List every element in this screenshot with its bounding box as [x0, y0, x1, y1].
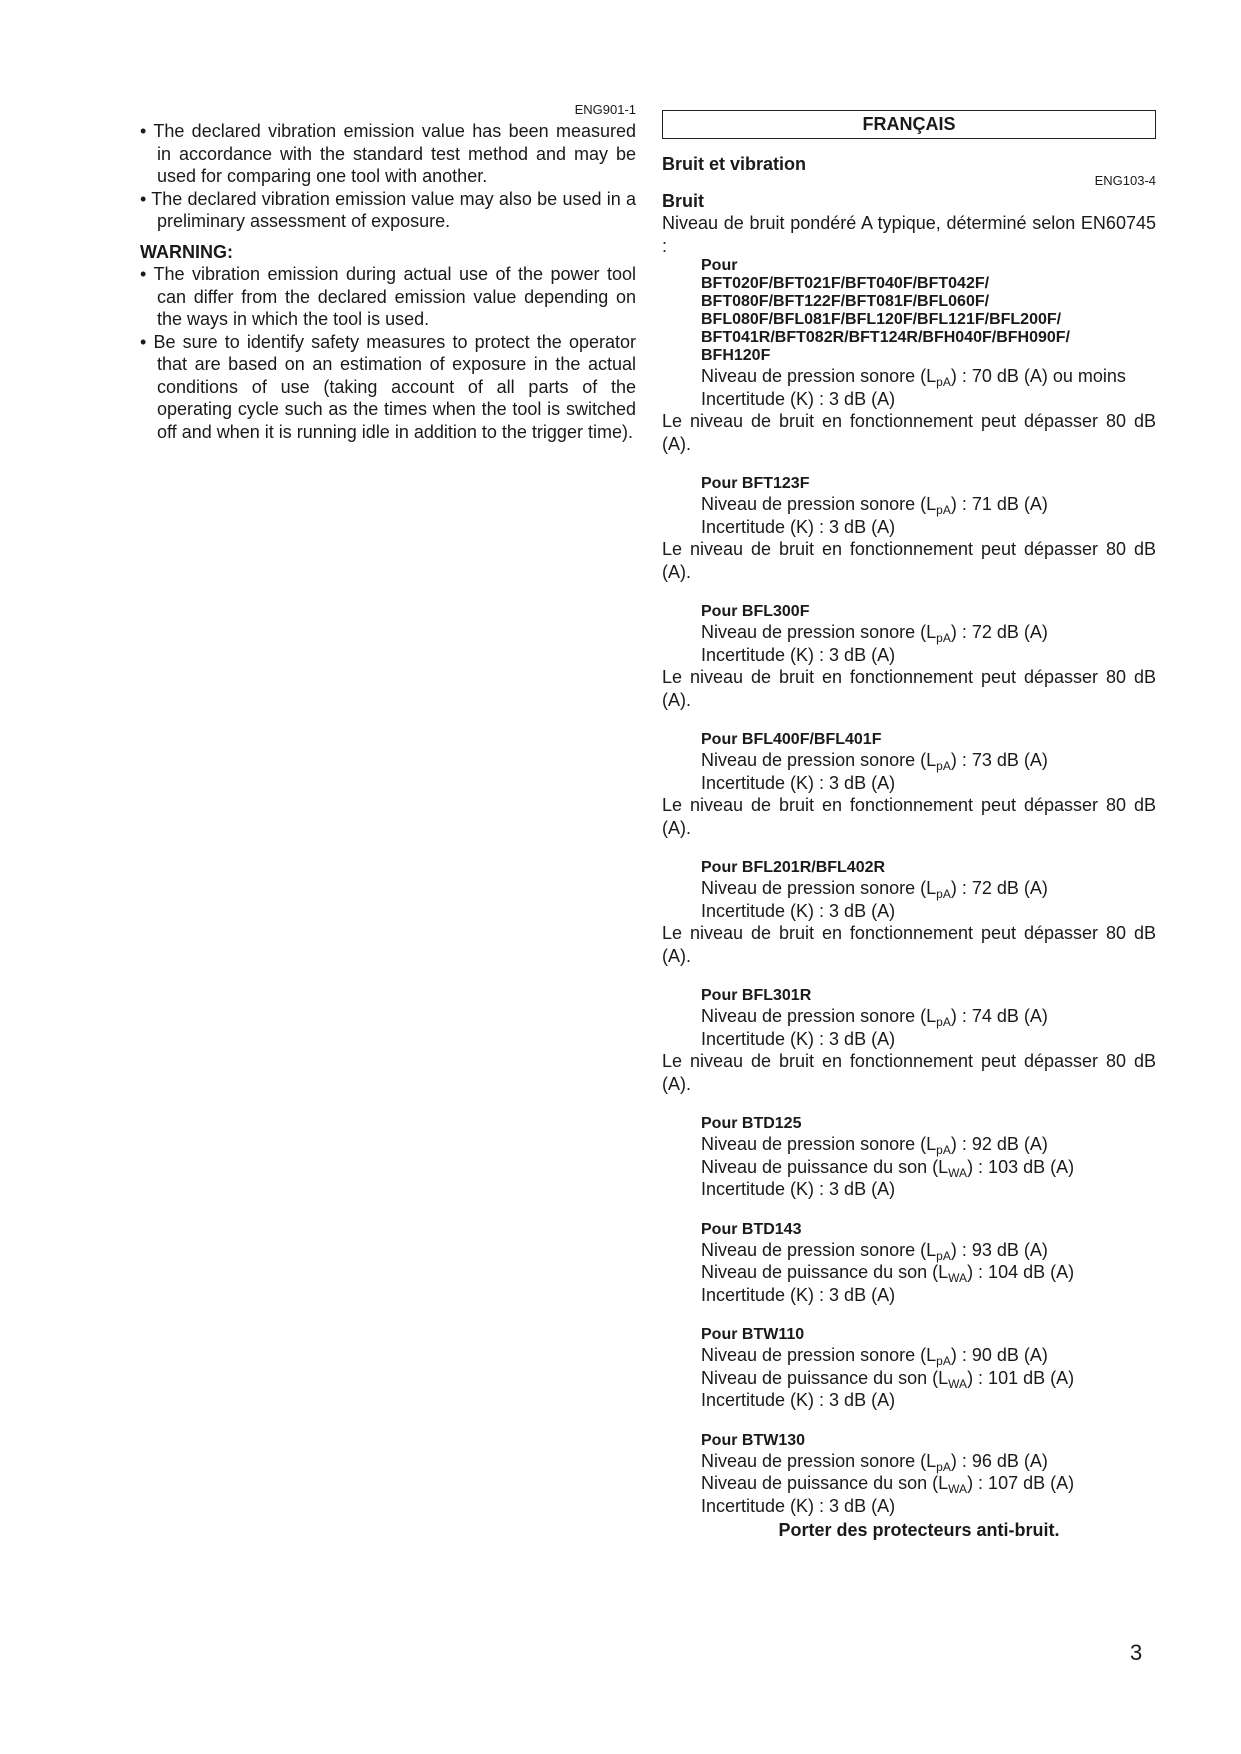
- pressure-line: Niveau de pression sonore $(L_{pA})$ : 74 dB (A): [701, 1006, 1048, 1029]
- group-title: Pour BFL400F/BFL401F: [701, 731, 882, 748]
- intro-text: Niveau de bruit pondéré A typique, déterminé selon EN60745 :: [662, 213, 1156, 256]
- power-line: Niveau de puissance du son $(L_{WA})$ : 101 dB (A): [701, 1367, 1075, 1391]
- exceed-note: Le niveau de bruit en fonctionnement peut dépasser 80 dB (A).: [662, 411, 1156, 454]
- noise-group: [662, 1115, 1156, 1201]
- noise-group: [662, 1221, 1156, 1307]
- group-title: Pour BTW110: [701, 1326, 805, 1343]
- model-line: BFT020F/BFT021F/BFT040F/BFT042F/: [701, 275, 990, 292]
- pressure-line: Niveau de pression sonore $(L_{pA})$ : 70 dB (A) ou moins: [701, 366, 1126, 389]
- section-code: ENG103-4: [1094, 172, 1156, 188]
- power-line: Niveau de puissance du son $(L_{WA})$ : 103 dB (A): [701, 1156, 1075, 1180]
- pressure-line: Niveau de pression sonore $(L_{pA})$ : 73 dB (A): [701, 750, 1048, 773]
- noise-group: [662, 1432, 1156, 1518]
- warning-heading: WARNING:: [140, 241, 233, 262]
- uncertainty-line: Incertitude (K) : 3 dB (A): [701, 1028, 896, 1049]
- bullet-item: • The declared vibration emission value has been measured in accordance with the standard test method and may be used for comparing one tool with another.: [140, 121, 636, 186]
- exceed-note: Le niveau de bruit en fonctionnement peut dépasser 80 dB (A).: [662, 795, 1156, 838]
- pressure-line: Niveau de pression sonore $(L_{pA})$ : 92 dB (A): [701, 1134, 1048, 1157]
- bullet-item: • The declared vibration emission value may also be used in a preliminary assessment of exposure.: [140, 188, 636, 231]
- warning-bullet: • The vibration emission during actual use of the power tool can differ from the declared emission value depending on the ways in which the tool is used.: [140, 264, 636, 329]
- uncertainty-line: Incertitude (K) : 3 dB (A): [701, 644, 896, 665]
- group-title: Pour BFL301R: [701, 987, 812, 1004]
- uncertainty-line: Incertitude (K) : 3 dB (A): [701, 516, 896, 537]
- uncertainty-line: Incertitude (K) : 3 dB (A): [701, 900, 896, 921]
- group-title: Pour BFL201R/BFL402R: [701, 859, 886, 876]
- section-code: ENG901-1: [574, 102, 636, 117]
- noise-group: [662, 987, 1156, 1050]
- noise-group: [662, 603, 1156, 666]
- uncertainty-line: Incertitude (K) : 3 dB (A): [701, 1179, 896, 1199]
- uncertainty-line: Incertitude (K) : 3 dB (A): [701, 1495, 896, 1516]
- pressure-line: Niveau de pression sonore $(L_{pA})$ : 96 dB (A): [701, 1450, 1048, 1474]
- power-line: Niveau de puissance du son $(L_{WA})$ : 107 dB (A): [701, 1473, 1075, 1496]
- uncertainty-line: Incertitude (K) : 3 dB (A): [701, 388, 896, 409]
- group-title: Pour BTD125: [701, 1115, 802, 1132]
- pressure-line: Niveau de pression sonore $(L_{pA})$ : 71 dB (A): [701, 494, 1048, 517]
- uncertainty-line: Incertitude (K) : 3 dB (A): [701, 772, 896, 793]
- pressure-line: Niveau de pression sonore $(L_{pA})$ : 72 dB (A): [701, 622, 1048, 645]
- model-line: BFH120F: [701, 347, 771, 364]
- right-column: [662, 110, 1156, 1542]
- group-title: Pour BTW130: [701, 1431, 806, 1449]
- subsection-title: Bruit: [662, 190, 704, 211]
- noise-group: [662, 731, 1156, 794]
- pressure-line: Niveau de pression sonore $(L_{pA})$ : 93 dB (A): [701, 1239, 1048, 1263]
- exceed-note: Le niveau de bruit en fonctionnement peut dépasser 80 dB (A).: [662, 539, 1156, 582]
- pressure-line: Niveau de pression sonore $(L_{pA})$ : 90 dB (A): [701, 1345, 1048, 1368]
- noise-group: [662, 475, 1156, 538]
- uncertainty-line: Incertitude (K) : 3 dB (A): [701, 1284, 896, 1305]
- warning-bullet: • Be sure to identify safety measures to protect the operator that are based on an estimation of exposure in the actual conditions of use (taking account of all parts of the operating cycle such as the times when the tool is switched off and when it is running idle in addition to the trigger time).: [140, 331, 636, 442]
- noise-group: [662, 257, 1156, 410]
- group-title: Pour BFT123F: [701, 475, 810, 492]
- group-title: Pour: [701, 257, 738, 274]
- exceed-note: Le niveau de bruit en fonctionnement peut dépasser 80 dB (A).: [662, 1051, 1156, 1094]
- model-line: BFL080F/BFL081F/BFL120F/BFL121F/BFL200F/: [701, 311, 1062, 328]
- power-line: Niveau de puissance du son $(L_{WA})$ : 104 dB (A): [701, 1262, 1075, 1285]
- pressure-line: Niveau de pression sonore $(L_{pA})$ : 72 dB (A): [701, 878, 1048, 901]
- left-column: [140, 100, 636, 443]
- model-line: BFT041R/BFT082R/BFT124R/BFH040F/BFH090F/: [701, 329, 1070, 346]
- language-header: FRANÇAIS: [662, 110, 1156, 139]
- page-number: 3: [1130, 1640, 1143, 1665]
- exceed-note: Le niveau de bruit en fonctionnement peut dépasser 80 dB (A).: [662, 667, 1156, 710]
- hearing-protection-notice: Porter des protecteurs anti-bruit.: [778, 1520, 1060, 1540]
- group-title: Pour BFL300F: [701, 603, 810, 620]
- group-title: Pour BTD143: [701, 1220, 802, 1238]
- uncertainty-line: Incertitude (K) : 3 dB (A): [701, 1390, 896, 1410]
- noise-group: [662, 859, 1156, 922]
- exceed-note: Le niveau de bruit en fonctionnement peut dépasser 80 dB (A).: [662, 923, 1156, 966]
- model-line: BFT080F/BFT122F/BFT081F/BFL060F/: [701, 293, 990, 310]
- section-title: Bruit et vibration: [662, 154, 807, 174]
- noise-group: [662, 1326, 1156, 1412]
